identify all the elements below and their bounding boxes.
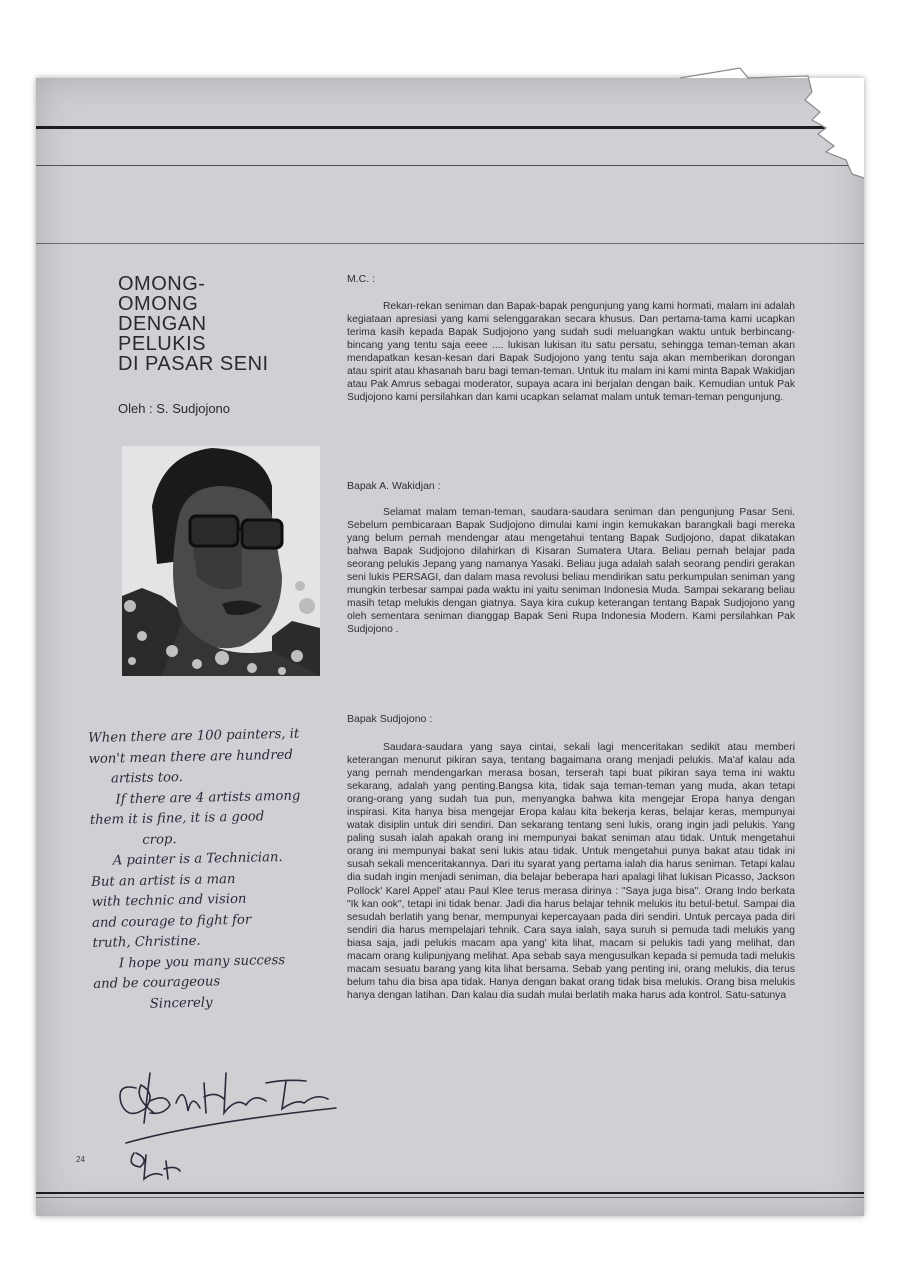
signature — [106, 1053, 346, 1183]
byline: Oleh : S. Sudjojono — [118, 401, 231, 416]
title-line: OMONG — [118, 293, 199, 315]
handwritten-dedication — [88, 724, 344, 1016]
paragraph-mc: Rekan-rekan seniman dan Bapak-bapak pengunjung yang kami hormati, malam ini adalah kegiataan apresiasi yang kami selenggarakan secara khusus. Dan pertama-tama kami ucapkan terima kasih kepada Bapak Sudjojono yang sudah sudi meluangkan waktu untuk berbincang-bincang yang tentu saja eeee .... lukisan lukisan itu satu persatu, sehingga teman-teman akan mendapatkan kesan-kesan dari Bapak Sudjojono yang tentu saja akan memberikan dorongan atau spirit atau khasanah baru bagi teman-teman. Untuk itu malam ini kami minta Bapak Wakidjan atau Pak Amrus sebagai moderator, supaya acara ini berjalan dengan baik. Kemudian untuk Pak Sudjojono kami persilahkan dan kami ucapkan selamat malam untuk teman-teman pengunjung. — [347, 301, 795, 404]
title-line: PELUKIS — [118, 333, 206, 355]
handwriting-line: with technic and vision — [91, 891, 247, 910]
handwriting-line: Sincerely — [149, 994, 213, 1012]
paragraph-sudjojono: Saudara-saudara yang saya cintai, sekali lagi menceritakan sedikit atau memberi keterangan menurut pikiran saya, tentang bagaimana orang menjadi pelukis. Ma'af kalau ada yang pernah mendengarkan merasa bosan, terserah tapi buat pikiran saya tema ini waktu sekarang, adalah yang penting.Bangsa kita, tidak saja teman-teman yang muda, akan tetapi orang-orang yang sudah tua pun, menyangka bahwa kita mengejar Eropa hanya dengan inspirasi. Kita hanya bisa mengejar Eropa kalau kita bekerja keras, belajar keras, mempunyai watak disiplin untuk diri sendiri. Dan sekarang tentang seni lukis, orang ingin jadi pelukis. Yang paling susah ialah apakah orang ini mempunyai bakat seniman atau tidak. Untuk mengetahui orang ini mempunyai bakat seni lukis atau tidak. Untuk mengetahui punya bakat atau tidak ini susah sekali menceritakannya. Dari itu syarat yang pertama ialah dia harus seniman. Tetapi kalau dia sudah ingin menjadi seniman, dia belajar beberapa hari apalagi lihat lukisan Picasso, Jackson Pollock' Karel Appel' atau Paul Klee terus merasa dirinya : "Saya juga bisa". Orang Indo berkata "Ik kan ook", tetapi ini tidak benar. Jadi dia harus belajar tehnik melukis itu betul-betul. Sampai dia sesudah berlatih yang benar, mempunyai kepercayaan pada diri sendiri. Untuk percaya pada diri sendiri dia harus mempelajari tehnik. Cara saya ialah, saya suruh si pemuda tadi melukis yang biasa saja, jadi pelukis macam apa yang' kita lihat, macam si pelukis tadi yang melihat, dan macam orang kulipunjyang melihat. Apa sebab saya mengusulkan kepada si pemuda tadi melukis macam sesuatu barang yang kita lihat bersama. Sebab yang penting ini, orang melukis, dia terus belum tahu dia bisa apa tidak. Hanya dengan bakat orang tidak bisa melukis. Orang bisa melukis hanya dengan latihan. Dan kalau dia sudah mulai berlatih maka harus ada kontrol. Satu-satunya — [347, 742, 795, 1001]
handwriting-line: crop. — [142, 831, 177, 848]
torn-corner — [0, 0, 904, 200]
handwriting-line: and be courageous — [93, 974, 221, 992]
handwriting-line: But an artist is a man — [91, 871, 236, 890]
title-line: OMONG- — [118, 273, 206, 295]
handwriting-line: artists too. — [110, 770, 184, 787]
title-line: DENGAN — [118, 313, 207, 335]
title-line: DI PASAR SENI — [118, 353, 269, 375]
handwriting-line: and courage to fight for — [91, 912, 252, 931]
page-number: 24 — [76, 1155, 85, 1164]
handwriting-line: won't mean there are hundred — [88, 747, 293, 767]
article-title — [118, 274, 269, 374]
handwriting-line: When there are 100 painters, it — [88, 726, 300, 746]
portrait-photo — [122, 446, 320, 676]
speaker-label-mc: M.C. : — [347, 273, 375, 285]
speaker-label-sudjojono: Bapak Sudjojono : — [347, 713, 433, 725]
magazine-page — [36, 78, 864, 1216]
speaker-label-wakidjan: Bapak A. Wakidjan : — [347, 480, 441, 492]
paragraph-wakidjan: Selamat malam teman-teman, saudara-saudara seniman dan pengunjung Pasar Seni. Sebelum pembicaraan Bapak Sudjojono dimulai kami ingin kemukakan barangkali bagi mereka yang belum pernah mendengar atau mengetahui tentang Bapak Sudjojono, dapat dikatakan bahwa Bapak Sudjojono dilahirkan di Kisaran Sumatera Utara. Beliau pernah belajar pada seorang pelukis Jepang yang namanya Yasaki. Beliau juga adalah salah seorang pendiri gerakan seni lukis PERSAGI, dan dalam masa revolusi beliau mendirikan satu perkumpulan seniman yang mungkin terbesar sampai pada waktu ini yaitu seniman Indonesia Muda. Sampai sekarang beliau masih tetap melukis dengan giatnya. Saya kira cukup keterangan tentang Bapak Sudjojono yang oleh sementara seniman dianggap Bapak Seni Rupa Indonesia Modern. Kami persilahkan Pak Sudjojono . — [347, 507, 795, 636]
handwriting-line: I hope you many success — [118, 952, 286, 971]
handwriting-line: truth, Christine. — [92, 933, 201, 951]
handwriting-line: A painter is a Technician. — [112, 849, 283, 869]
header-rule-bottom — [36, 243, 864, 244]
handwriting-line: If there are 4 artists among — [115, 788, 301, 807]
portrait-illustration — [122, 446, 320, 676]
handwriting-line: them it is fine, it is a good — [89, 809, 265, 828]
footer-rule-thick — [36, 1192, 864, 1194]
footer-rule-thin — [36, 1197, 864, 1198]
